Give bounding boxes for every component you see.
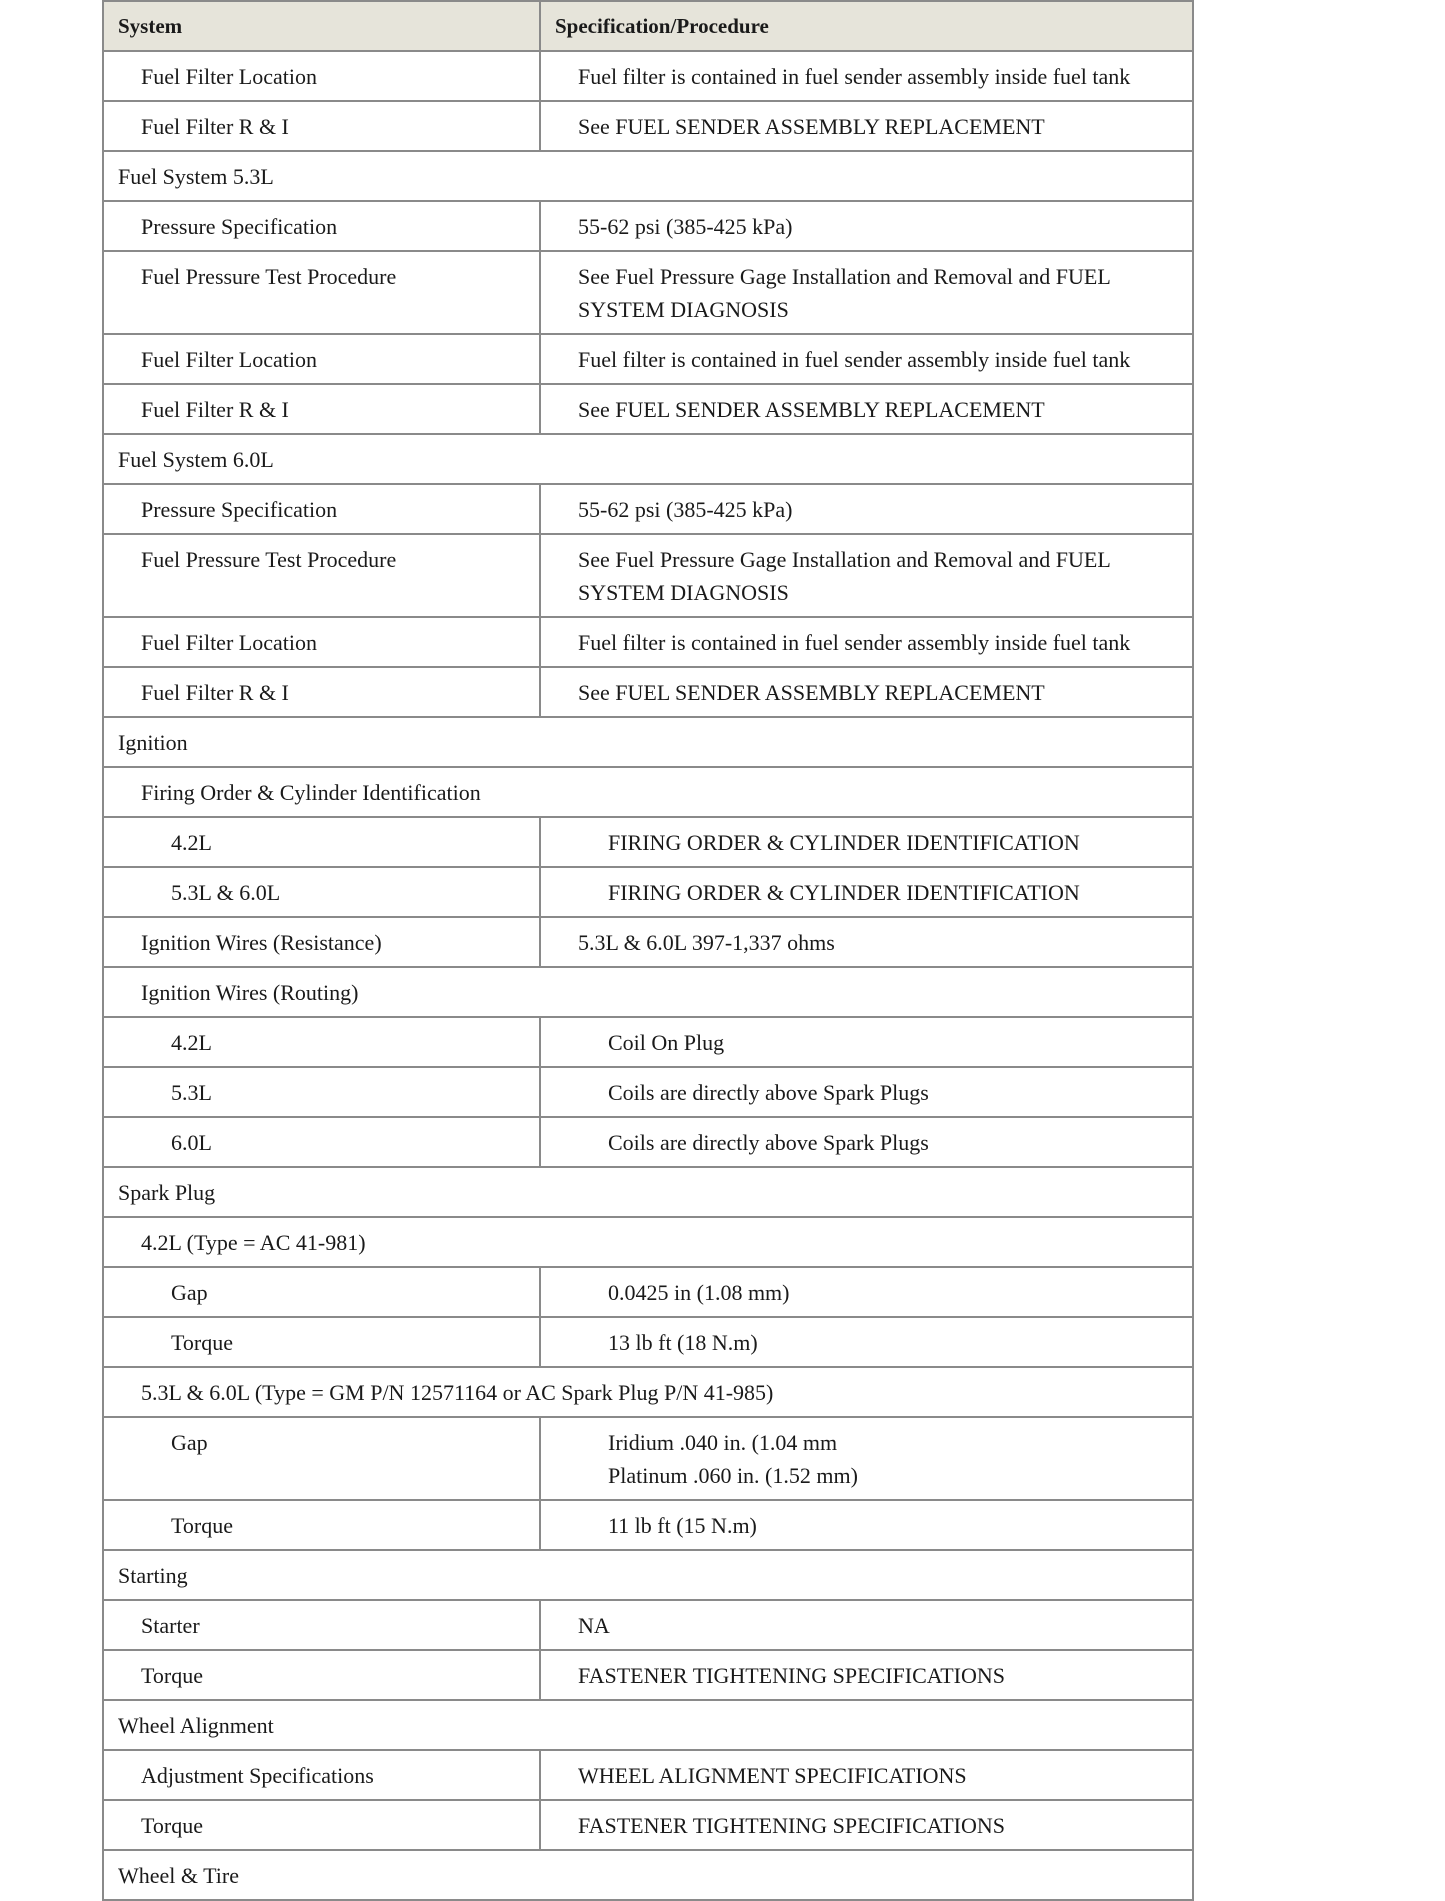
- row-label: Torque: [103, 1800, 540, 1850]
- row-label: Fuel Filter R & I: [103, 101, 540, 151]
- row-value: FASTENER TIGHTENING SPECIFICATIONS: [540, 1800, 1193, 1850]
- row-value: FIRING ORDER & CYLINDER IDENTIFICATION: [540, 867, 1193, 917]
- table-row: [103, 1750, 1193, 1800]
- table-row: [103, 534, 1193, 617]
- section-row: [103, 151, 1193, 201]
- row-value: 11 lb ft (15 N.m): [540, 1500, 1193, 1550]
- row-value: Fuel filter is contained in fuel sender assembly inside fuel tank: [540, 51, 1193, 101]
- row-label: 5.3L & 6.0L: [103, 867, 540, 917]
- specification-table: [102, 0, 1194, 1901]
- table-row: [103, 617, 1193, 667]
- subsection-label: 5.3L & 6.0L (Type = GM P/N 12571164 or AC Spark Plug P/N 41-985): [103, 1367, 1193, 1417]
- row-label: Gap: [103, 1267, 540, 1317]
- row-value: See FUEL SENDER ASSEMBLY REPLACEMENT: [540, 101, 1193, 151]
- row-value: Coil On Plug: [540, 1017, 1193, 1067]
- section-row: [103, 434, 1193, 484]
- row-value: Coils are directly above Spark Plugs: [540, 1067, 1193, 1117]
- row-value-line: SYSTEM DIAGNOSIS: [578, 580, 789, 605]
- table-row: [103, 817, 1193, 867]
- row-label: Torque: [103, 1500, 540, 1550]
- row-label: Ignition Wires (Resistance): [103, 917, 540, 967]
- row-value-line: Platinum .060 in. (1.52 mm): [608, 1463, 858, 1488]
- subsection-row: [103, 967, 1193, 1017]
- row-value: [540, 534, 1193, 617]
- row-label: Fuel Pressure Test Procedure: [103, 534, 540, 617]
- row-value: Fuel filter is contained in fuel sender assembly inside fuel tank: [540, 617, 1193, 667]
- table-row: [103, 1317, 1193, 1367]
- row-value: See FUEL SENDER ASSEMBLY REPLACEMENT: [540, 667, 1193, 717]
- subsection-row: [103, 1217, 1193, 1267]
- row-label: 5.3L: [103, 1067, 540, 1117]
- row-label: Pressure Specification: [103, 201, 540, 251]
- table-row: [103, 484, 1193, 534]
- table-row: [103, 1067, 1193, 1117]
- row-value: [540, 251, 1193, 334]
- subsection-label: 4.2L (Type = AC 41-981): [103, 1217, 1193, 1267]
- table-row: [103, 51, 1193, 101]
- header-specification: Specification/Procedure: [540, 1, 1193, 51]
- row-label: Gap: [103, 1417, 540, 1500]
- table-row: [103, 1267, 1193, 1317]
- table-row: [103, 384, 1193, 434]
- row-value-line: Iridium .040 in. (1.04 mm: [608, 1430, 838, 1455]
- row-label: Fuel Filter Location: [103, 334, 540, 384]
- section-label: Spark Plug: [103, 1167, 1193, 1217]
- row-value: 0.0425 in (1.08 mm): [540, 1267, 1193, 1317]
- header-system: System: [103, 1, 540, 51]
- table-row: [103, 334, 1193, 384]
- section-row: [103, 717, 1193, 767]
- row-value: FASTENER TIGHTENING SPECIFICATIONS: [540, 1650, 1193, 1700]
- table-row: [103, 1600, 1193, 1650]
- row-value: FIRING ORDER & CYLINDER IDENTIFICATION: [540, 817, 1193, 867]
- row-label: 6.0L: [103, 1117, 540, 1167]
- row-label: Fuel Filter Location: [103, 617, 540, 667]
- section-label: Starting: [103, 1550, 1193, 1600]
- section-label: Ignition: [103, 717, 1193, 767]
- table-row: [103, 867, 1193, 917]
- section-label: Fuel System 6.0L: [103, 434, 1193, 484]
- row-label: Adjustment Specifications: [103, 1750, 540, 1800]
- section-label: Wheel & Tire: [103, 1850, 1193, 1900]
- table-row: [103, 1800, 1193, 1850]
- table-row: [103, 1417, 1193, 1500]
- table-row: [103, 917, 1193, 967]
- table-row: [103, 251, 1193, 334]
- subsection-row: [103, 1367, 1193, 1417]
- table-row: [103, 1650, 1193, 1700]
- row-label: Torque: [103, 1317, 540, 1367]
- row-value: 55-62 psi (385-425 kPa): [540, 201, 1193, 251]
- table-header-row: [103, 1, 1193, 51]
- row-label: Starter: [103, 1600, 540, 1650]
- row-label: Fuel Filter R & I: [103, 667, 540, 717]
- row-label: Pressure Specification: [103, 484, 540, 534]
- section-row: [103, 1167, 1193, 1217]
- row-value: See FUEL SENDER ASSEMBLY REPLACEMENT: [540, 384, 1193, 434]
- subsection-label: Ignition Wires (Routing): [103, 967, 1193, 1017]
- row-label: Fuel Filter R & I: [103, 384, 540, 434]
- table-row: [103, 1017, 1193, 1067]
- section-row: [103, 1700, 1193, 1750]
- row-value: [540, 1417, 1193, 1500]
- section-row: [103, 1550, 1193, 1600]
- row-value: Fuel filter is contained in fuel sender assembly inside fuel tank: [540, 334, 1193, 384]
- section-label: Wheel Alignment: [103, 1700, 1193, 1750]
- row-value: 55-62 psi (385-425 kPa): [540, 484, 1193, 534]
- row-value: WHEEL ALIGNMENT SPECIFICATIONS: [540, 1750, 1193, 1800]
- subsection-row: [103, 767, 1193, 817]
- row-label: Fuel Filter Location: [103, 51, 540, 101]
- section-row: [103, 1850, 1193, 1900]
- table-row: [103, 101, 1193, 151]
- table-row: [103, 1117, 1193, 1167]
- row-label: 4.2L: [103, 1017, 540, 1067]
- row-label: 4.2L: [103, 817, 540, 867]
- row-value: Coils are directly above Spark Plugs: [540, 1117, 1193, 1167]
- row-value: NA: [540, 1600, 1193, 1650]
- row-value-line: See Fuel Pressure Gage Installation and Removal and FUEL: [578, 264, 1111, 289]
- row-value: 5.3L & 6.0L 397-1,337 ohms: [540, 917, 1193, 967]
- row-label: Torque: [103, 1650, 540, 1700]
- subsection-label: Firing Order & Cylinder Identification: [103, 767, 1193, 817]
- section-label: Fuel System 5.3L: [103, 151, 1193, 201]
- table-row: [103, 1500, 1193, 1550]
- row-label: Fuel Pressure Test Procedure: [103, 251, 540, 334]
- table-row: [103, 667, 1193, 717]
- table-row: [103, 201, 1193, 251]
- row-value: 13 lb ft (18 N.m): [540, 1317, 1193, 1367]
- row-value-line: See Fuel Pressure Gage Installation and Removal and FUEL: [578, 547, 1111, 572]
- row-value-line: SYSTEM DIAGNOSIS: [578, 297, 789, 322]
